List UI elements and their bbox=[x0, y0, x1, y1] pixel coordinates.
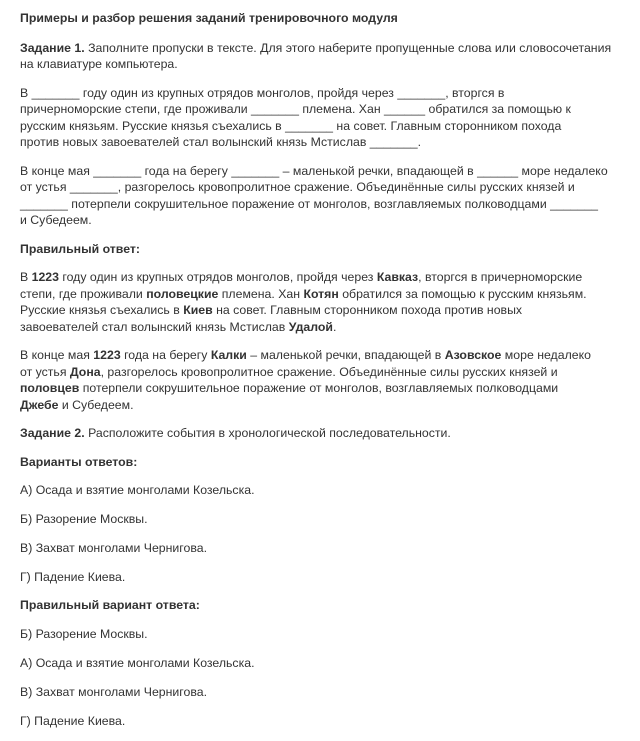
answer-city: Киев bbox=[183, 303, 213, 317]
text-line: _______ потерпели сокрушительное поражение от монголов, возглавляемых полководцами _______ bbox=[20, 196, 599, 211]
correct-item: В) Захват монголами Чернигова. bbox=[20, 684, 207, 699]
text-line bbox=[20, 286, 620, 303]
text-line: русским князьям. Русские князья съехались в _______ на совет. Главным сторонником похода bbox=[20, 118, 562, 133]
text-line bbox=[20, 380, 620, 397]
variant-item: Г) Падение Киева. bbox=[20, 569, 126, 584]
text-line: от устья _______, разгорелось кровопролитное сражение. Объединённые силы русских князей и bbox=[20, 180, 575, 194]
text-line bbox=[20, 364, 620, 381]
text-span: степи, где проживали bbox=[20, 286, 147, 301]
text-line: и Субедеем. bbox=[20, 213, 92, 227]
text-line: В конце мая _______ года на берегу _______ – маленькой речки, впадающей в ______ море недалеко bbox=[20, 163, 608, 178]
answer-tribes: половецкие bbox=[146, 286, 219, 301]
task1-text: Заполните пропуски в тексте. Для этого наберите пропущенные слова или словосочетания на клавиатуре компьютера. bbox=[20, 40, 612, 71]
answer-prince: Удалой bbox=[288, 319, 333, 334]
answer-river: Калки bbox=[210, 348, 247, 362]
correct-item: Г) Падение Киева. bbox=[20, 713, 126, 728]
text-span: , вторгся в причерноморские bbox=[418, 270, 583, 284]
text-span: обратился за помощью к русским князьям. bbox=[338, 286, 587, 301]
text-span: море недалеко bbox=[501, 348, 591, 362]
text-span: . bbox=[332, 319, 337, 334]
text-span: года на берегу bbox=[120, 348, 211, 362]
text-span: от устья bbox=[20, 364, 70, 379]
variant-item: А) Осада и взятие монголами Козельска. bbox=[20, 483, 255, 498]
text-line bbox=[20, 347, 620, 364]
task2-prompt bbox=[20, 425, 620, 442]
task2-text: Расположите события в хронологической последовательности. bbox=[84, 426, 451, 440]
text-line: против новых завоевателей стал волынский князь Мстислав _______. bbox=[20, 135, 422, 149]
task1-prompt bbox=[20, 40, 620, 73]
answer-place: Кавказ bbox=[376, 270, 419, 284]
answer1-paragraph-1 bbox=[20, 269, 620, 335]
text-span: , разгорелось кровопролитное сражение. Объединённые силы русских князей и bbox=[100, 364, 558, 379]
correct-item: А) Осада и взятие монголами Козельска. bbox=[20, 656, 255, 671]
variant-item: В) Захват монголами Чернигова. bbox=[20, 540, 207, 555]
text-span: – маленькой речки, впадающей в bbox=[246, 348, 445, 362]
text-line: В _______ году один из крупных отрядов монголов, пройдя через _______, вторгся в bbox=[20, 85, 505, 100]
text-span: году один из крупных отрядов монголов, пройдя через bbox=[58, 270, 377, 284]
answer-polovtsy: половцев bbox=[20, 381, 80, 395]
task1-label: Задание 1. bbox=[20, 40, 85, 55]
text-span: В bbox=[20, 270, 32, 284]
text-line bbox=[20, 302, 620, 319]
text-line: причерноморские степи, где проживали _______ племена. Хан ______ обратился за помощью к bbox=[20, 102, 571, 116]
task2-label: Задание 2. bbox=[20, 426, 85, 440]
text-line bbox=[20, 319, 620, 336]
correct-item: Б) Разорение Москвы. bbox=[20, 627, 148, 642]
answer-khan: Котян bbox=[303, 286, 339, 301]
task1-paragraph-1 bbox=[20, 85, 620, 151]
answer-year: 1223 bbox=[93, 348, 121, 362]
text-span: Русские князья съехались в bbox=[20, 303, 184, 317]
answer-year: 1223 bbox=[31, 270, 59, 284]
text-line bbox=[20, 269, 620, 286]
answer-jebe: Джебе bbox=[20, 397, 59, 412]
text-span: завоевателей стал волынский князь Мстислав bbox=[20, 319, 289, 334]
text-span: и Субедеем. bbox=[58, 397, 134, 412]
answer-sea: Азовское bbox=[444, 348, 502, 362]
variant-item: Б) Разорение Москвы. bbox=[20, 512, 148, 527]
answer1-paragraph-2 bbox=[20, 347, 620, 413]
task1-paragraph-2 bbox=[20, 163, 620, 229]
text-span: на совет. Главным сторонником похода против новых bbox=[212, 303, 523, 317]
text-span: В конце мая bbox=[20, 348, 94, 362]
text-span: потерпели сокрушительное поражение от монголов, возглавляемых полководцами bbox=[79, 381, 559, 395]
text-span: племена. Хан bbox=[218, 286, 304, 301]
correct-label: Правильный вариант ответа: bbox=[20, 598, 200, 613]
answer-don: Дона bbox=[69, 364, 101, 379]
variants-label: Варианты ответов: bbox=[20, 454, 138, 469]
page-title: Примеры и разбор решения заданий тренировочного модуля bbox=[20, 11, 398, 25]
answer1-label: Правильный ответ: bbox=[20, 241, 141, 256]
text-line bbox=[20, 397, 620, 414]
